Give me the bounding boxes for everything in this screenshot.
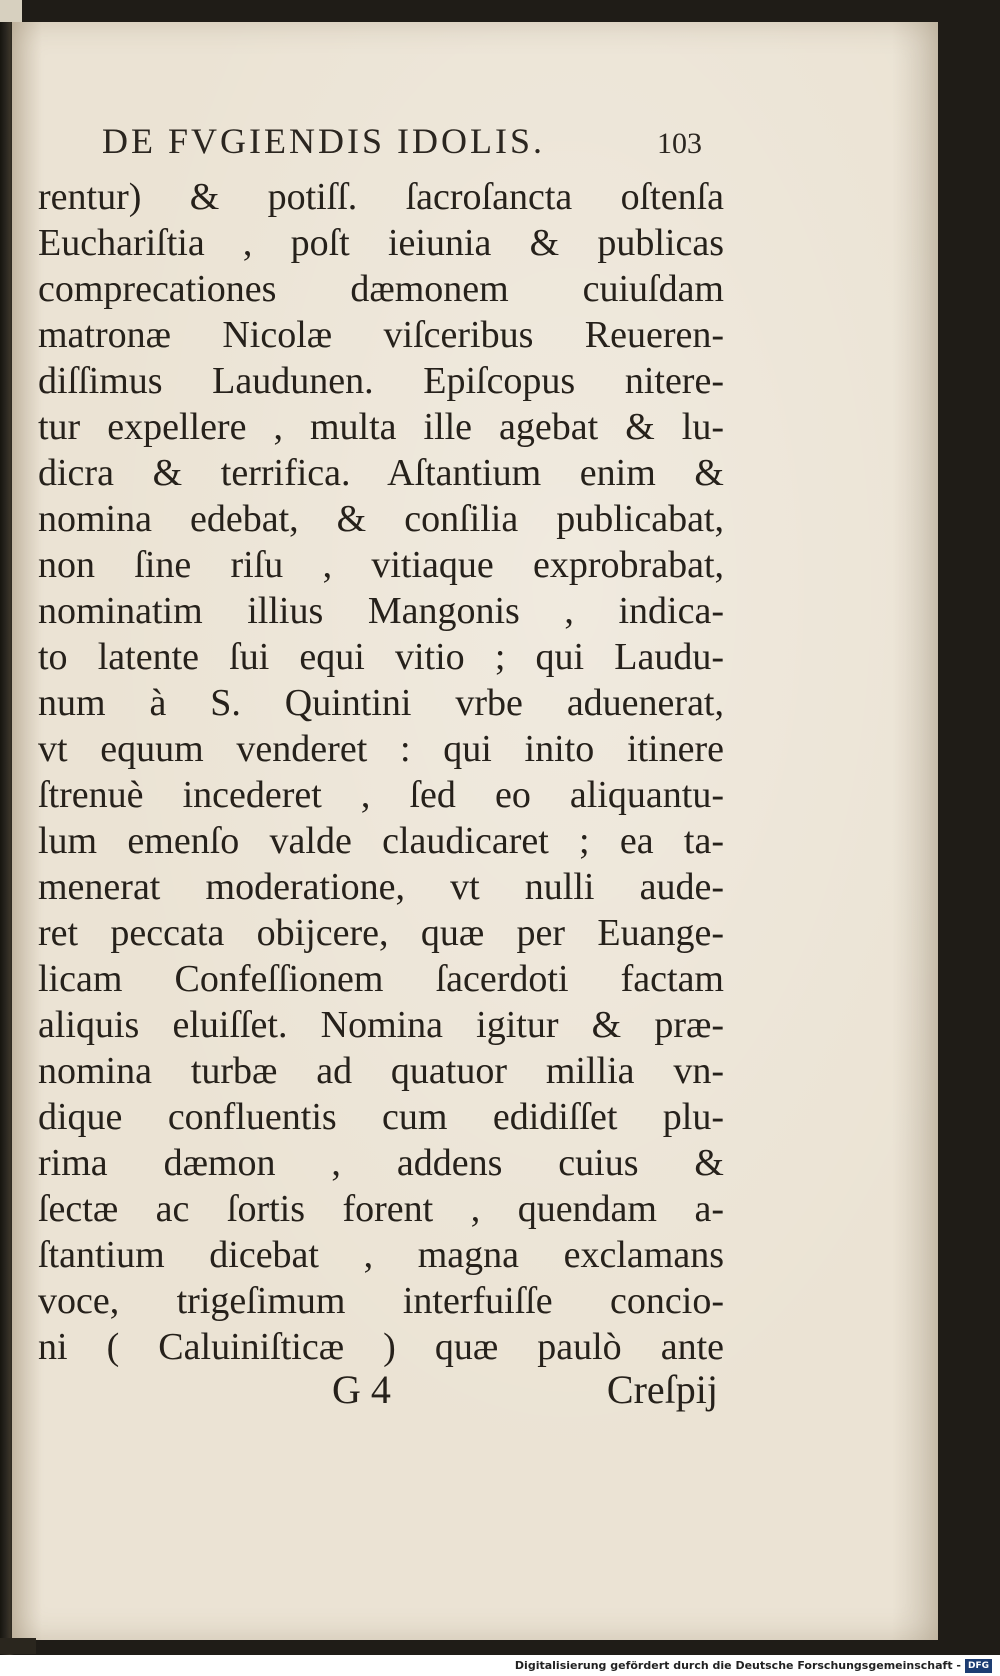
- text-line: nominatim illius Mangonis , indica-: [38, 590, 724, 632]
- running-head: [102, 120, 702, 170]
- text-line: licam Confeſſionem ſacerdoti factam: [38, 958, 724, 1000]
- text-line: ſectæ ac ſortis forent , quendam a-: [38, 1188, 724, 1230]
- text-line: rima dæmon , addens cuius &: [38, 1142, 724, 1184]
- text-line: num à S. Quintini vrbe aduenerat,: [38, 682, 724, 724]
- text-line: vt equum venderet : qui inito itinere: [38, 728, 724, 770]
- text-line: ſtantium dicebat , magna exclamans: [38, 1234, 724, 1276]
- footer-bar: [0, 1655, 1000, 1676]
- dfg-logo: DFG: [965, 1659, 992, 1673]
- scan-bottom-corner: [0, 1638, 36, 1654]
- text-body: [38, 174, 724, 1370]
- text-line: dicra & terrifica. Aſtantium enim &: [38, 452, 724, 494]
- signature-mark: G 4: [332, 1367, 391, 1412]
- signature-line: [332, 1366, 718, 1416]
- text-line: tur expellere , multa ille agebat & lu-: [38, 406, 724, 448]
- text-line: to latente ſui equi vitio ; qui Laudu-: [38, 636, 724, 678]
- text-line: comprecationes dæmonem cuiuſdam: [38, 268, 724, 310]
- text-line: lum emenſo valde claudicaret ; ea ta-: [38, 820, 724, 862]
- text-line: matronæ Nicolæ viſceribus Reueren-: [38, 314, 724, 356]
- text-line: ni ( Caluiniſticæ ) quæ paulò ante: [38, 1326, 724, 1368]
- book-page: [12, 22, 938, 1640]
- text-line: ſtrenuè incederet , ſed eo aliquantu-: [38, 774, 724, 816]
- text-line: diſſimus Laudunen. Epiſcopus nitere-: [38, 360, 724, 402]
- text-line: voce, trigeſimum interfuiſſe concio-: [38, 1280, 724, 1322]
- text-line: menerat moderatione, vt nulli aude-: [38, 866, 724, 908]
- text-line: non ſine riſu , vitiaque exprobrabat,: [38, 544, 724, 586]
- funding-credit: Digitalisierung gefördert durch die Deutsche Forschungsgemeinschaft -: [514, 1659, 961, 1672]
- text-line: Euchariſtia , poſt ieiunia & publicas: [38, 222, 724, 264]
- page-number: 103: [657, 127, 702, 160]
- text-line: nomina edebat, & conſilia publicabat,: [38, 498, 724, 540]
- catchword: Creſpij: [606, 1367, 718, 1412]
- text-line: dique confluentis cum edidiſſet plu-: [38, 1096, 724, 1138]
- text-line: nomina turbæ ad quatuor millia vn-: [38, 1050, 724, 1092]
- scan-corner-mark: [0, 0, 22, 22]
- text-line: ret peccata obijcere, quæ per Euange-: [38, 912, 724, 954]
- text-line: aliquis eluiſſet. Nomina igitur & præ-: [38, 1004, 724, 1046]
- running-title: DE FVGIENDIS IDOLIS.: [102, 121, 545, 161]
- text-line: rentur) & potiſſ. ſacroſancta oſtenſa: [38, 176, 724, 218]
